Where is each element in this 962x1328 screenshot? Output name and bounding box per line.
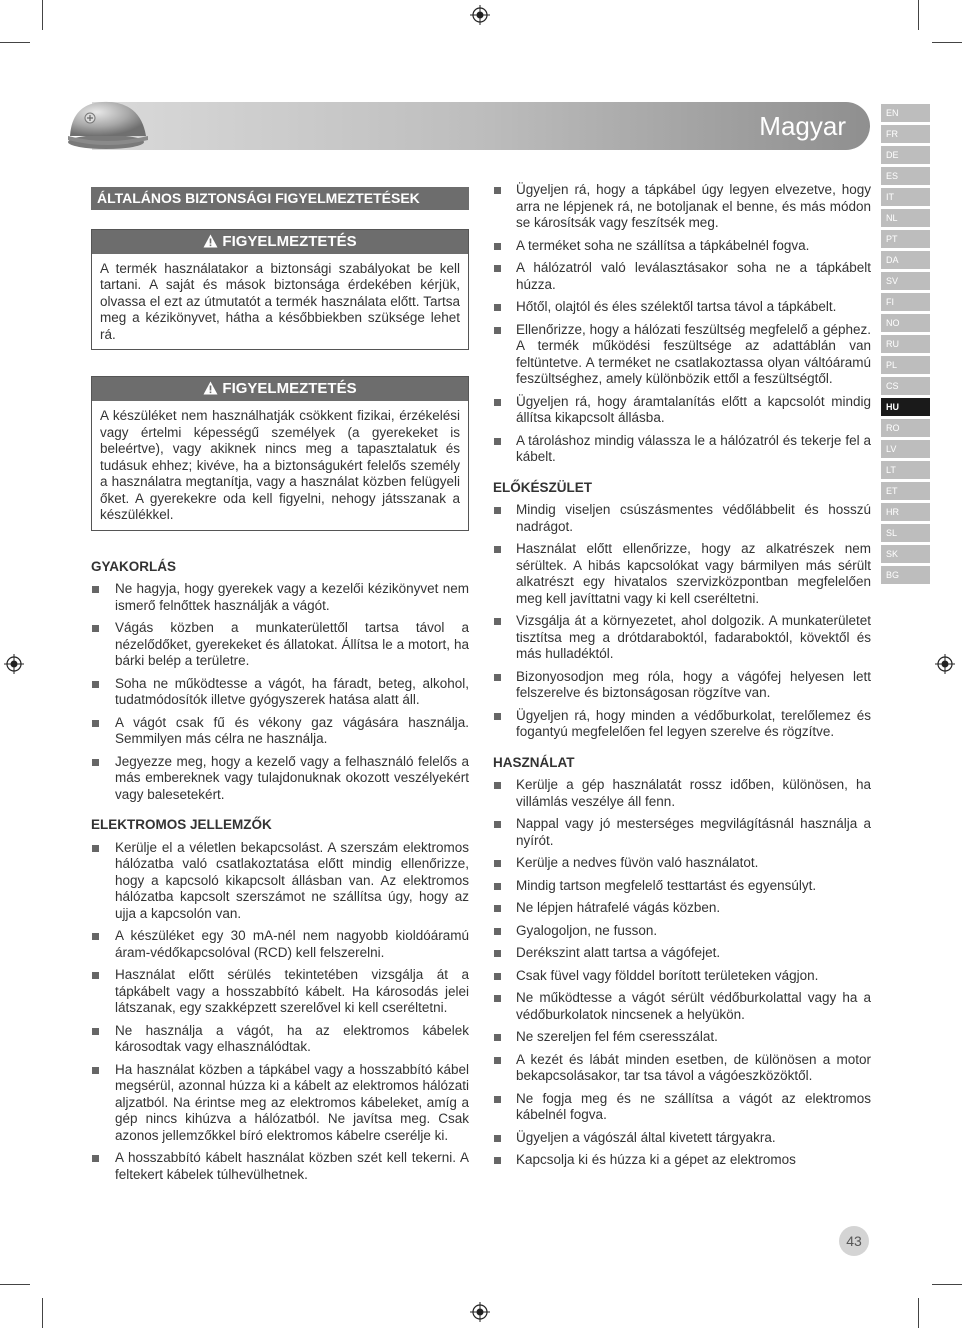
list-item: A terméket soha ne szállítsa a tápkábelnél fogva. [493, 238, 871, 255]
language-tab-da[interactable]: DA [881, 251, 930, 269]
list-item: Ne szereljen fel fém cseresszálat. [493, 1029, 871, 1046]
list-item: Ügyeljen a vágószál által kivetett tárgyakra. [493, 1130, 871, 1147]
warning-box [91, 376, 469, 531]
crop-mark [0, 42, 30, 43]
list-item: Ügyeljen rá, hogy a tápkábel úgy legyen elvezetve, hogy arra ne lépjenek rá, ne botoljanak el benne, és más módon se károsítsák vagy feszítsék meg. [493, 182, 871, 232]
bullet-list [493, 502, 871, 741]
language-tab-no[interactable]: NO [881, 314, 930, 332]
page-number: 43 [839, 1226, 869, 1256]
list-item: Kapcsolja ki és húzza ki a gépet az elektromos [493, 1152, 871, 1169]
list-item: Ne fogja meg és ne szállítsa a vágót az elektromos kábelnél fogva. [493, 1091, 871, 1124]
list-item: Ha használat közben a tápkábel vagy a hosszabbító kábel megsérül, azonnal húzza ki a kábelt az elektromos hálózati aljzatból. Na érintse meg az elektromos kábeleket, amíg a gép nincs kihúzva a hálózatból. Ne javítsa meg. Csak azonos jellemzőkkel bíró elektromos kábelre cserélje ki. [91, 1062, 469, 1145]
list-item: Kerülje a nedves füvön való használatot. [493, 855, 871, 872]
list-item: Csak füvel vagy földdel borított területeken vágjon. [493, 968, 871, 985]
bullet-list [493, 182, 871, 466]
list-item: Használat előtt sérülés tekintetében vizsgálja át a tápkábelt vagy a hosszabbító kábelt. Ha károsodás jelei látszanak, egy szakképzett szerelővel ki kell cseréltetni. [91, 967, 469, 1017]
list-item: Ne működtesse a vágót sérült védőburkolattal vagy ha a védőburkolatok nincsenek a helyükön. [493, 990, 871, 1023]
list-item: Használat előtt ellenőrizze, hogy az alkatrészek nem sérültek. A hibás kapcsolókat vagy bármilyen más sérült alkatrészt egy hivatalos szervizközpontban megfelelően meg kell javíttatni vagy ki kell cseréltetni. [493, 541, 871, 607]
list-item: A hosszabbító kábelt használat közben szét kell tekerni. A feltekert kábelek túlhevülhetnek. [91, 1150, 469, 1183]
registration-mark-icon [470, 1302, 490, 1322]
crop-mark [42, 1298, 43, 1328]
language-tab-lt[interactable]: LT [881, 461, 930, 479]
language-tabs [881, 104, 930, 587]
registration-mark-icon [470, 5, 490, 25]
warning-title [92, 377, 468, 401]
warning-title [92, 230, 468, 254]
list-item: Kerülje el a véletlen bekapcsolást. A szerszám elektromos hálózatba való csatlakoztatása előtt mindig ellenőrizze, hogy a kapcsoló kikapcsolt állásban van. Az elektromos hálózatba kapcsolt szerszámot ne szállítsa úgy, hogy az ujja a kapcsolón van. [91, 840, 469, 923]
list-item: Vizsgálja át a környezetet, ahol dolgozik. A munkaterületet tisztítsa meg a drótdaraboktól, fadaraboktól, kövektől és más hulladéktól. [493, 613, 871, 663]
page-title: Magyar [759, 111, 846, 141]
list-item: Vágás közben a munkaterülettől tartsa távol a nézelődőket, gyerekeket és állatokat. Állítsa le a motort, ha bárki belép a területre. [91, 620, 469, 670]
section-title: HASZNÁLAT [493, 754, 575, 770]
warning-triangle-icon [203, 234, 218, 248]
warning-triangle-icon [203, 381, 218, 395]
list-item: Ellenőrizze, hogy a hálózati feszültség megfelelő a géphez. A termék működési feszültsége az adattáblán van feltüntetve. A terméket ne csatlakoztassa olyan váltóáramú feszültséghez, amely különbözik ettől a feszültségtől. [493, 322, 871, 388]
section-title: ELEKTROMOS JELLEMZŐK [91, 817, 272, 832]
list-item: Kerülje a gép használatát rossz időben, különösen, ha villámlás veszélye áll fenn. [493, 777, 871, 810]
language-tab-et[interactable]: ET [881, 482, 930, 500]
list-item: A készüléket egy 30 mA-nél nem nagyobb kioldóáramú áram-védőkapcsolóval (RCD) kell felszerelni. [91, 928, 469, 961]
registration-mark-icon [935, 654, 955, 674]
warning-body: A készüléket nem használhatják csökkent fizikai, érzékelési vagy értelmi képességű személyek (a gyerekeket is beleértve), vagy akiknek nincs meg a tapasztalatuk és tudásuk ehhez; kivéve, ha a biztonságukért felelős személy a használatra megtanítja, vagy a használat közben felügyeli őket. A gyerekekre oda kell figyelni, nehogy játsszanak a készülékkel. [100, 408, 460, 522]
warning-box [91, 229, 469, 351]
warning-title-text: FIGYELMEZTETÉS [222, 232, 357, 250]
language-tab-it[interactable]: IT [881, 188, 930, 206]
language-tab-sl[interactable]: SL [881, 524, 930, 542]
list-item: Gyalogoljon, ne fusson. [493, 923, 871, 940]
language-tab-sv[interactable]: SV [881, 272, 930, 290]
language-tab-pl[interactable]: PL [881, 356, 930, 374]
list-item: A hálózatról való leválasztásakor soha ne a tápkábelt húzza. [493, 260, 871, 293]
language-tab-en[interactable]: EN [881, 104, 930, 122]
bullet-list [91, 581, 469, 803]
left-column [91, 187, 469, 1189]
language-tab-sk[interactable]: SK [881, 545, 930, 563]
list-item: A tároláshoz mindig válassza le a hálózatról és tekerje fel a kábelt. [493, 433, 871, 466]
list-item: Nappal vagy jó mesterséges megvilágításnál használja a nyírót. [493, 816, 871, 849]
crop-mark [932, 42, 962, 43]
list-item: Ne hagyja, hogy gyerekek vagy a kezelői kézikönyvet nem ismerő felnőttek használják a vágót. [91, 581, 469, 614]
crop-mark [0, 1284, 30, 1285]
language-tab-fr[interactable]: FR [881, 125, 930, 143]
list-item: Derékszint alatt tartsa a vágófejet. [493, 945, 871, 962]
section-title: GYAKORLÁS [91, 558, 177, 574]
crop-mark [42, 0, 43, 30]
list-item: A vágót csak fű és vékony gaz vágására használja. Semmilyen más célra ne használja. [91, 715, 469, 748]
list-item: Ügyeljen rá, hogy minden a védőburkolat, terelőlemez és fogantyú megfelelően fel legyen szerelve és rögzítve. [493, 708, 871, 741]
bullet-list [91, 840, 469, 1184]
list-item: Ne használja a vágót, ha az elektromos kábelek károsodtak vagy elhasználódtak. [91, 1023, 469, 1056]
list-item: Mindig tartson megfelelő testtartást és egyensúlyt. [493, 878, 871, 895]
language-tab-ru[interactable]: RU [881, 335, 930, 353]
list-item: A kezét és lábát minden esetben, de különösen a motor bekapcsolásakor, tar tsa távol a vágóeszközöktől. [493, 1052, 871, 1085]
language-tab-cs[interactable]: CS [881, 377, 930, 395]
language-tab-es[interactable]: ES [881, 167, 930, 185]
crop-mark [918, 0, 919, 30]
list-item: Hőtől, olajtól és éles szélektől tartsa távol a tápkábelt. [493, 299, 871, 316]
list-item: Mindig viseljen csúszásmentes védőlábbelit és hosszú nadrágot. [493, 502, 871, 535]
language-tab-lv[interactable]: LV [881, 440, 930, 458]
crop-mark [918, 1298, 919, 1328]
registration-mark-icon [4, 654, 24, 674]
section-title: ELŐKÉSZÜLET [493, 479, 593, 495]
main-heading: ÁLTALÁNOS BIZTONSÁGI FIGYELMEZTETÉSEK [91, 187, 469, 210]
list-item: Ne lépjen hátrafelé vágás közben. [493, 900, 871, 917]
warning-title-text: FIGYELMEZTETÉS [222, 380, 357, 397]
language-tab-ro[interactable]: RO [881, 419, 930, 437]
language-tab-hr[interactable]: HR [881, 503, 930, 521]
language-tab-fi[interactable]: FI [881, 293, 930, 311]
list-item: Ügyeljen rá, hogy áramtalanítás előtt a kapcsolót mindig állítsa kikapcsolt állásba. [493, 394, 871, 427]
language-tab-bg[interactable]: BG [881, 566, 930, 584]
helmet-icon [62, 74, 152, 154]
language-tab-hu[interactable]: HU [881, 398, 930, 416]
bullet-list [493, 777, 871, 1169]
warning-body: A termék használatakor a biztonsági szabályokat be kell tartani. A saját és mások biztonsága érdekében kérjük, olvassa el ezt az útmutatót a termék használata előtt. Tartsa meg a kézikönyvet, hátha a későbbiekben szüksége lehet rá. [100, 260, 460, 342]
crop-mark [932, 1284, 962, 1285]
language-tab-pt[interactable]: PT [881, 230, 930, 248]
list-item: Bizonyosodjon meg róla, hogy a vágófej helyesen lett felszerelve és biztonságosan rögzítve van. [493, 669, 871, 702]
language-tab-de[interactable]: DE [881, 146, 930, 164]
language-tab-nl[interactable]: NL [881, 209, 930, 227]
header-banner [92, 102, 870, 150]
list-item: Jegyezze meg, hogy a kezelő vagy a felhasználó felelős a más embereknek vagy tulajdonuknak okozott veszélyekért vagy balesetekért. [91, 754, 469, 804]
right-column [493, 182, 871, 1175]
list-item: Soha ne működtesse a vágót, ha fáradt, beteg, alkohol, tudatmódosítók illetve gyógyszerek hatása alatt áll. [91, 676, 469, 709]
